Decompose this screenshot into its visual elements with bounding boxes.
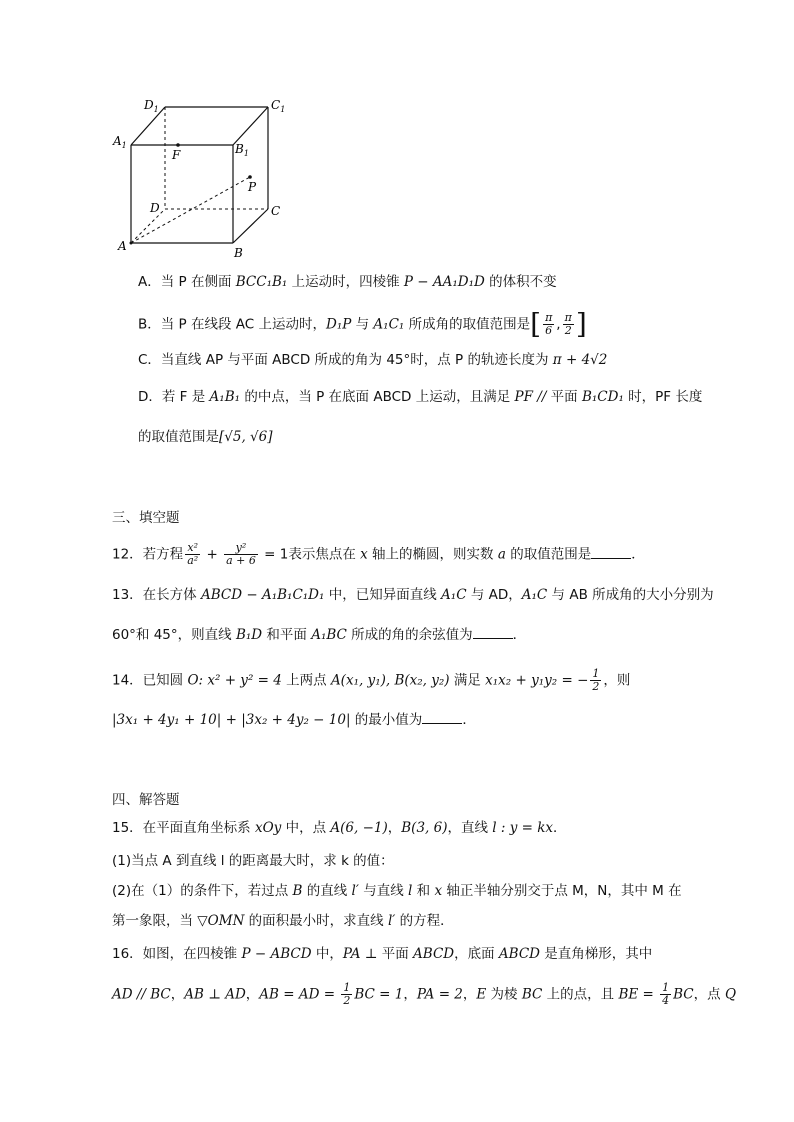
question-14-line1: 14．已知圆 O: x² + y² = 4 上两点 A(x₁, y₁), B(x₂, y₂) 满足 x₁x₂ + y₁y₂ = − $\frac{1}{2}$ ，则 <box>112 667 631 693</box>
edge-a1d1 <box>131 107 165 145</box>
label-d: D <box>150 201 160 215</box>
edge-b1c1 <box>233 107 268 145</box>
question-13-line2: 60°和 45°，则直线 B₁D 和平面 A₁BC 所成的角的余弦值为 ． <box>112 627 527 643</box>
cube-figure <box>110 95 410 265</box>
segment-ap <box>131 177 250 243</box>
question-16-line1: 16．如图，在四棱锥 P − ABCD 中，PA ⊥ 平面 ABCD，底面 ABCD 是直角梯形，其中 <box>112 946 653 962</box>
label-p: P <box>248 180 257 194</box>
label-c: C <box>271 204 281 218</box>
question-15-line2: (1)当点 A 到直线 l 的距离最大时，求 k 的值： <box>112 853 394 869</box>
label-f: F <box>172 148 181 162</box>
point-a <box>130 242 133 245</box>
option-c: C．当直线 AP 与平面 ABCD 所成的角为 45°时，点 P 的轨迹长度为 π + 4√2 <box>138 352 608 368</box>
label-a1: $A_1$ <box>113 134 127 150</box>
question-15-line1: 15．在平面直角坐标系 xOy 中，点 A(6, −1)，B(3, 6)，直线 l : y = kx． <box>112 820 567 836</box>
answer-blank-13[interactable] <box>473 626 513 639</box>
option-a: A．当 P 在侧面 BCC₁B₁ 上运动时，四棱锥 P − AA₁D₁D 的体积不变 <box>138 274 557 290</box>
section-4-title: 四、解答题 <box>112 792 180 808</box>
option-b: B．当 P 在线段 AC 上运动时，D₁P 与 A₁C₁ 所成角的取值范围是[ $\frac{\pi}{6}$ , $\frac{\pi}{2}$ ] <box>138 307 587 341</box>
label-c1: $C_1$ <box>271 98 286 114</box>
question-12: 12．若方程 $\frac{\text{x²}}{\text{a²}}$ + $\frac{\text{y²}}{a + 6}$ = 1表示焦点在 x 轴上的椭圆，则实数 a 的取值范围是 ． <box>112 541 645 567</box>
label-b1: $B_1$ <box>235 142 249 158</box>
label-a: A <box>118 239 127 253</box>
answer-blank-14[interactable] <box>422 711 462 724</box>
label-b: B <box>234 246 243 260</box>
section-3-title: 三、填空题 <box>112 510 180 526</box>
question-15-line4: 第一象限，当 ▽OMN 的面积最小时，求直线 l′ 的方程． <box>112 913 454 929</box>
option-d-line1: D．若 F 是 A₁B₁ 的中点，当 P 在底面 ABCD 上运动，且满足 PF // 平面 B₁CD₁ 时，PF 长度 <box>138 389 703 405</box>
answer-blank-12[interactable] <box>591 546 631 559</box>
question-16-line2: AD // BC，AB ⊥ AD，AB = AD = $\frac{1}{2}$ BC = 1，PA = 2，E 为棱 BC 上的点，且 BE = $\frac{1}{4}$ BC，点 Q <box>112 981 737 1007</box>
question-15-line3: (2)在（1）的条件下，若过点 B 的直线 l′ 与直线 l 和 x 轴正半轴分别交于点 M，N，其中 M 在 <box>112 883 682 899</box>
point-p <box>248 175 252 179</box>
edge-ad <box>131 209 165 243</box>
question-14-line2: |3x₁ + 4y₁ + 10| + |3x₂ + 4y₂ − 10| 的最小值为 ． <box>112 712 476 728</box>
option-d-line2: 的取值范围是[√5, √6] <box>138 429 273 445</box>
question-13-line1: 13．在长方体 ABCD − A₁B₁C₁D₁ 中，已知异面直线 A₁C 与 AD，A₁C 与 AB 所成角的大小分别为 <box>112 587 714 603</box>
edge-bc <box>233 209 268 243</box>
point-f <box>176 143 180 147</box>
label-d1: $D_1$ <box>144 98 159 114</box>
